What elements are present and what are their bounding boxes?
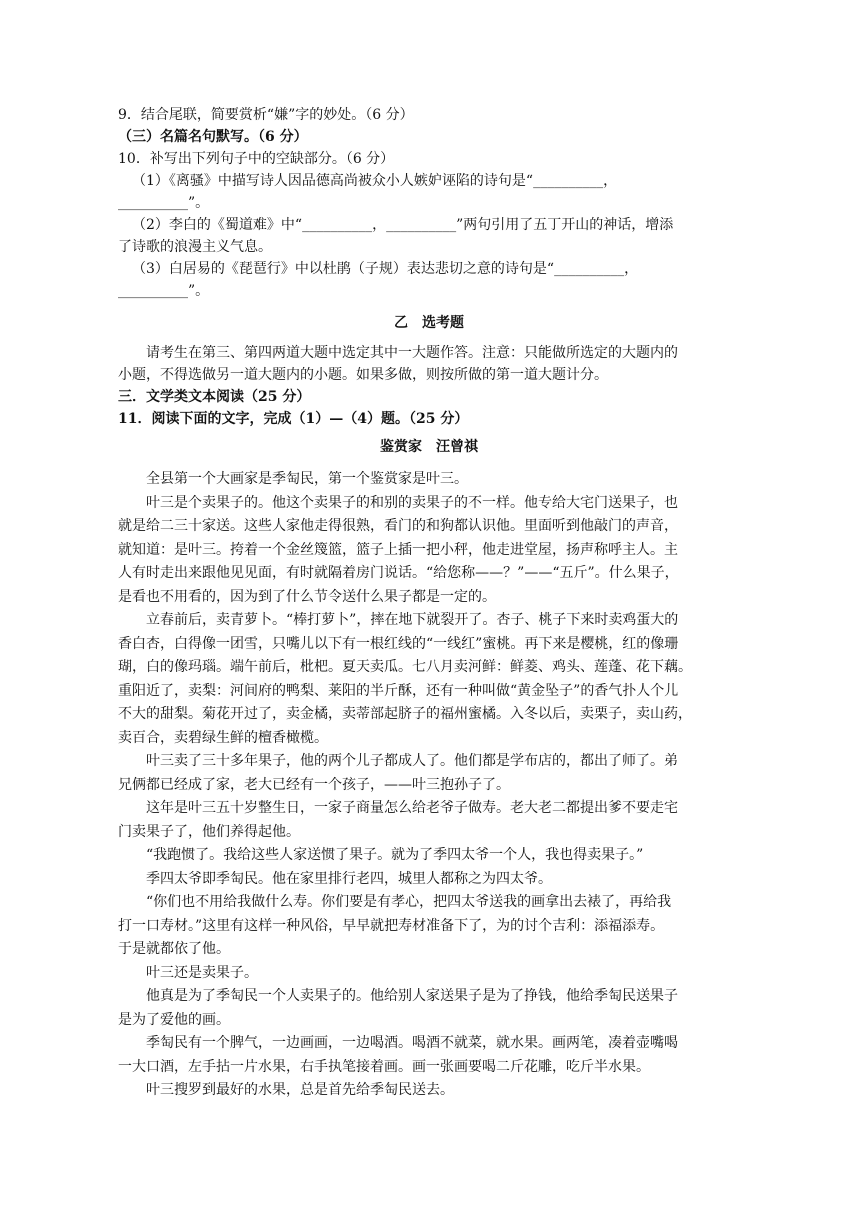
story-line: 立春前后，卖青萝卜。“棒打萝卜”，摔在地下就裂开了。杏子、桃子下来时卖鸡蛋大的 xyxy=(146,612,679,628)
part-b-instruction-cont: 小题，不得选做另一道大题内的小题。如果多做，则按所做的第一道大题计分。 xyxy=(118,367,608,383)
story-body xyxy=(118,468,740,1103)
story-line: 他真是为了季匋民一个人卖果子的。他给别人家送果子是为了挣钱，他给季匋民送果子 xyxy=(146,988,678,1004)
story-line: 不大的甜梨。菊花开过了，卖金橘，卖蒂部起脐子的福州蜜橘。入冬以后，卖栗子，卖山药， xyxy=(118,706,692,722)
story-line: 重阳近了，卖梨：河间府的鸭梨、莱阳的半斤酥，还有一种叫做“黄金坠子”的香气扑人个儿 xyxy=(118,682,679,699)
question-10-3-cont: __________”。 xyxy=(118,283,210,299)
story-line: 叶三卖了三十多年果子，他的两个儿子都成人了。他们都是学布店的，都出了师了。弟 xyxy=(146,753,678,769)
section-3-heading: （三）名篇名句默写。（6 分） xyxy=(118,129,308,145)
story-line: 人有时走出来跟他见见面，有时就隔着房门说话。“给您称——？”——“五斤”。什么果子， xyxy=(118,565,679,581)
part-b-instruction: 请考生在第三、第四两道大题中选定其中一大题作答。注意：只能做所选定的大题内的 xyxy=(146,345,678,361)
story-line: “你们也不用给我做什么寿。你们要是有孝心，把四太爷送我的画拿出去裱了，再给我 xyxy=(146,894,672,910)
question-10-3: （3）白居易的《琵琶行》中以杜鹃（子规）表达悲切之意的诗句是“__________， xyxy=(132,261,639,277)
literary-reading-heading: 三．文学类文本阅读（25 分） xyxy=(118,389,311,405)
story-line: 兄俩都已经成了家，老大已经有一个孩子，——叶三抱孙子了。 xyxy=(118,776,510,793)
question-10-1: （1）《离骚》中描写诗人因品德高尚被众小人嫉妒诬陷的诗句是“__________， xyxy=(132,173,618,189)
story-line: 就知道：是叶三。挎着一个金丝篾篮，篮子上插一把小秤，他走进堂屋，扬声称呼主人。主 xyxy=(118,541,678,558)
exam-page xyxy=(118,104,740,1103)
story-line: 是为了爱他的画。 xyxy=(118,1011,230,1028)
story-line: 于是就都依了他。 xyxy=(118,941,230,957)
story-line: 叶三还是卖果子。 xyxy=(146,964,258,981)
question-10-2-cont: 了诗歌的浪漫主义气息。 xyxy=(118,239,272,255)
story-line: 季匋民有一个脾气，一边画画，一边喝酒。喝酒不就菜，就水果。画两笔，凑着壶嘴喝 xyxy=(146,1035,678,1051)
story-line: 打一口寿材。”这里有这样一种风俗，早早就把寿材准备下了，为的讨个吉利：添福添寿。 xyxy=(118,917,665,934)
story-line: 瑚，白的像玛瑙。端午前后，枇杷。夏天卖瓜。七八月卖河鲜：鲜菱、鸡头、莲蓬、花下藕。 xyxy=(118,659,692,675)
question-10-1-cont: __________”。 xyxy=(118,195,210,211)
story-line: 是看也不用看的，因为到了什么节令送什么果子都是一定的。 xyxy=(118,588,496,605)
question-11: 11．阅读下面的文字，完成（1）—（4）题。（25 分） xyxy=(118,411,469,427)
story-line: 卖百合，卖碧绿生鲜的檀香橄榄。 xyxy=(118,729,328,746)
question-10: 10．补写出下列句子中的空缺部分。（6 分） xyxy=(118,151,395,167)
story-line: 一大口酒，左手拈一片水果，右手执笔接着画。画一张画要喝二斤花雕，吃斤半水果。 xyxy=(118,1058,650,1075)
story-title: 鉴赏家 汪曾祺 xyxy=(380,439,478,455)
story-line: 香白杏，白得像一团雪，只嘴儿以下有一根红线的“一线红”蜜桃。再下来是樱桃，红的像珊 xyxy=(118,635,679,652)
story-line: 就是给二三十家送。这些人家他走得很熟，看门的和狗都认识他。里面听到他敲门的声音， xyxy=(118,518,678,534)
story-line: 季四太爷即季匋民。他在家里排行老四，城里人都称之为四太爷。 xyxy=(146,870,552,887)
story-line: 全县第一个大画家是季匋民，第一个鉴赏家是叶三。 xyxy=(146,471,468,487)
story-line: 门卖果子了，他们养得起他。 xyxy=(118,823,300,840)
story-line: 叶三是个卖果子的。他这个卖果子的和别的卖果子的不一样。他专给大宅门送果子，也 xyxy=(146,494,678,511)
story-line: 这年是叶三五十岁整生日，一家子商量怎么给老爷子做寿。老大老二都提出爹不要走宅 xyxy=(146,800,678,816)
question-9: 9．结合尾联，简要赏析“嫌”字的妙处。（6 分） xyxy=(118,107,414,123)
part-b-title: 乙 选考题 xyxy=(394,315,464,331)
question-10-2: （2）李白的《蜀道难》中“__________，__________”两句引用了五丁开山的神话，增添 xyxy=(132,217,674,233)
story-line: “我跑惯了。我给这些人家送惯了果子。就为了季四太爷一个人，我也得卖果子。” xyxy=(146,847,644,863)
story-line: 叶三搜罗到最好的水果，总是首先给季匋民送去。 xyxy=(146,1082,454,1098)
